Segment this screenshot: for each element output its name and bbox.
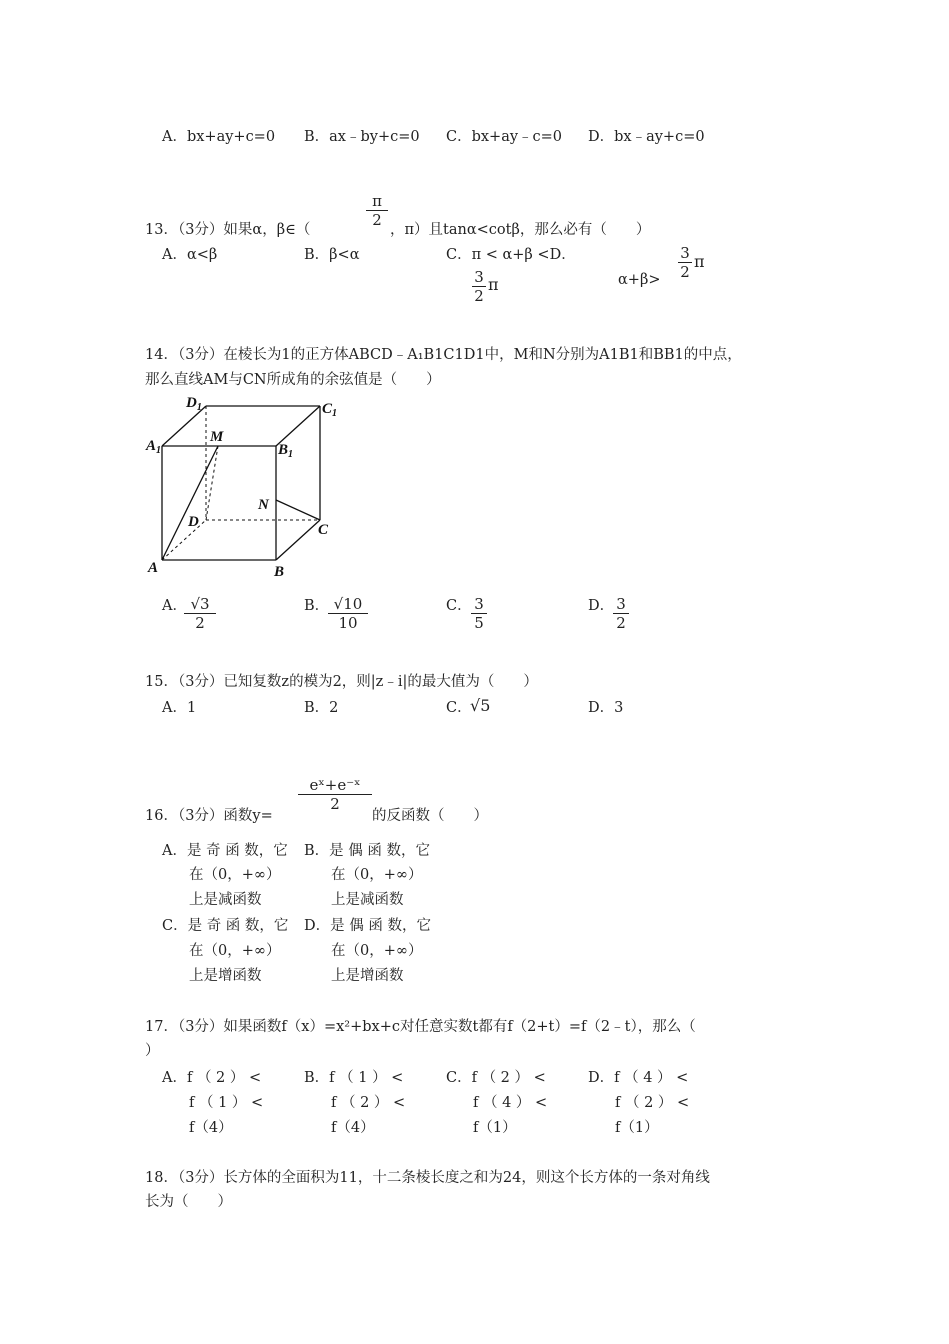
q15-option-d: D．3	[588, 700, 624, 716]
q14-stem-line1: 14．（3分）在棱长为1的正方体ABCD﹣A₁B1C1D1中，M和N分别为A1B1和BB1的中点，	[145, 347, 742, 363]
q17-stem-line2: ）	[145, 1043, 160, 1059]
q12-option-a: A．bx+ay+c=0	[162, 129, 276, 145]
label-d1: $D_1$	[186, 395, 202, 413]
q13-stem-b: ，π）且tanα<cotβ，那么必有（ ）	[390, 222, 651, 238]
q17-option-a-line2: f （ 1 ） <	[189, 1095, 264, 1111]
q17-option-b-line1: B．f （ 1 ） <	[304, 1070, 404, 1086]
label-b1: $B_1$	[278, 442, 294, 460]
q15-option-a: A．1	[162, 700, 197, 716]
q13-c-frac-num: 3	[474, 268, 484, 286]
q17-option-c-line3: f（1）	[473, 1120, 517, 1136]
q14-option-d-fraction	[613, 595, 629, 632]
q16-frac-num: eˣ+e⁻ˣ	[309, 776, 361, 794]
q16-option-b-line1: B．是 偶 函 数，它	[304, 843, 430, 859]
q16-frac-den: 2	[298, 794, 372, 813]
q16-option-d-line3: 上是增函数	[331, 968, 404, 984]
cube-figure	[140, 388, 350, 584]
q14-b-den: 10	[328, 613, 368, 632]
q14-stem-line2: 那么直线AM与CN所成角的余弦值是（ ）	[145, 372, 441, 388]
q14-option-c-fraction	[471, 595, 487, 632]
q17-option-d-line2: f （ 2 ） <	[615, 1095, 690, 1111]
q17-option-b-line2: f （ 2 ） <	[331, 1095, 406, 1111]
q13-c-frac-den: 2	[472, 286, 486, 305]
q15-option-b: B．2	[304, 700, 339, 716]
q14-option-a-label: A．	[162, 598, 187, 614]
q14-c-num: 3	[474, 595, 484, 613]
q13-stem-a: 13．（3分）如果α，β∈（	[145, 222, 311, 238]
q14-a-den: 2	[184, 613, 216, 632]
q18-stem-line2: 长为（ ）	[145, 1194, 232, 1210]
label-n: N	[258, 497, 269, 513]
q13-frac-num: π	[372, 192, 382, 210]
q13-d-pi: π	[694, 252, 705, 271]
q17-option-c-line1: C．f （ 2 ） <	[446, 1070, 546, 1086]
q13-option-a: A．α<β	[162, 247, 218, 263]
label-a1: $A_1$	[146, 438, 162, 456]
q13-c-fraction	[472, 268, 486, 305]
q16-option-b-line2: 在（0，+∞）	[331, 867, 423, 883]
q16-option-d-line1: D．是 偶 函 数，它	[304, 918, 431, 934]
q18-stem-line1: 18．（3分）长方体的全面积为11，十二条棱长度之和为24，则这个长方体的一条对角线	[145, 1170, 710, 1186]
q17-stem-line1: 17．（3分）如果函数f（x）=x²+bx+c对任意实数t都有f（2+t）=f（2﹣t），那么（	[145, 1019, 696, 1035]
q17-option-c-line2: f （ 4 ） <	[473, 1095, 548, 1111]
q17-option-a-line1: A．f （ 2 ） <	[162, 1070, 262, 1086]
q12-option-d: D．bx﹣ay+c=0	[588, 129, 705, 145]
q13-interval-fraction	[366, 192, 388, 229]
q14-d-num: 3	[616, 595, 626, 613]
q14-option-d-label: D．	[588, 598, 615, 614]
q17-option-a-line3: f（4）	[189, 1120, 233, 1136]
q12-option-b: B．ax﹣by+c=0	[304, 129, 420, 145]
q16-option-d-line2: 在（0，+∞）	[331, 943, 423, 959]
q13-d-frac-den: 2	[678, 262, 692, 281]
q14-a-num: √3	[190, 595, 210, 613]
q16-stem-b: 的反函数（ ）	[372, 808, 488, 824]
q16-fraction	[298, 776, 372, 813]
label-a: A	[148, 560, 159, 576]
q16-option-a-line3: 上是减函数	[189, 892, 262, 908]
q13-frac-den: 2	[366, 210, 388, 229]
q16-option-c-line3: 上是增函数	[189, 968, 262, 984]
q13-option-c: C．π < α+β <D．	[446, 247, 576, 263]
q14-d-den: 2	[613, 613, 629, 632]
q16-option-a-line2: 在（0，+∞）	[189, 867, 281, 883]
label-c: C	[318, 522, 329, 538]
q14-option-c-label: C．	[446, 598, 472, 614]
q16-option-c-line1: C．是 奇 函 数，它	[162, 918, 289, 934]
q14-option-a-fraction	[184, 595, 216, 632]
q13-d-frac-num: 3	[680, 244, 690, 262]
q12-option-c: C．bx+ay﹣c=0	[446, 129, 563, 145]
q17-option-b-line3: f（4）	[331, 1120, 375, 1136]
q13-c-pi: π	[488, 275, 499, 294]
q14-c-den: 5	[471, 613, 487, 632]
label-d: D	[188, 514, 199, 530]
label-b: B	[274, 564, 285, 580]
q16-option-c-line2: 在（0，+∞）	[189, 943, 281, 959]
label-c1: $C_1$	[322, 401, 338, 419]
q17-option-d-line1: D．f （ 4 ） <	[588, 1070, 689, 1086]
q16-option-a-line1: A．是 奇 函 数，它	[162, 843, 288, 859]
q13-d-fraction	[678, 244, 692, 281]
q15-option-c-sqrt: √5	[470, 696, 491, 715]
q15-stem: 15．（3分）已知复数z的模为2，则|z﹣i|的最大值为（ ）	[145, 674, 538, 690]
q14-option-b-fraction	[328, 595, 368, 632]
q16-stem-a: 16．（3分）函数y=	[145, 808, 273, 824]
q14-option-b-label: B．	[304, 598, 330, 614]
q14-b-num: √10	[333, 595, 363, 613]
q17-option-d-line3: f（1）	[615, 1120, 659, 1136]
q13-option-b: B．β<α	[304, 247, 360, 263]
q13-option-d: α+β>	[618, 272, 661, 288]
label-m: M	[210, 429, 224, 445]
q15-option-c-label: C．	[446, 700, 472, 716]
q16-option-b-line3: 上是减函数	[331, 892, 404, 908]
